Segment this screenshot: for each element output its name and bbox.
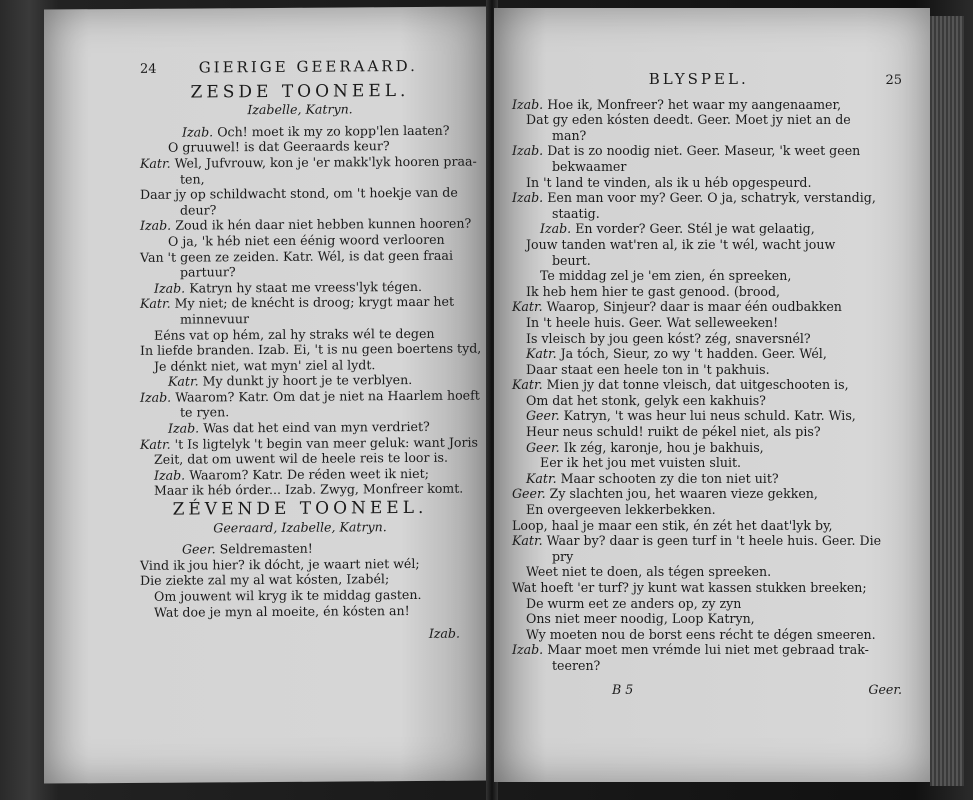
speaker-label: Izab. [154, 280, 190, 296]
verse-line [512, 564, 902, 580]
verse-text: Zeit, dat om uwent wil de heele reis te loor is. [154, 449, 449, 468]
verse-text: Eéns vat op hém, zal hy straks wél te degen [154, 325, 435, 343]
verse-line [512, 253, 902, 269]
verse-text: Daar jy op schildwacht stond, om 't hoekje van de [140, 184, 458, 203]
left-page-content [44, 6, 490, 783]
speaker-label: Katr. [512, 299, 547, 315]
verse-text: Zoud ik hén daar niet hebben kunnen hooren? [175, 215, 472, 233]
left-page [44, 6, 490, 783]
speaker-label: Katr. [526, 346, 561, 362]
verse-text: Ik zég, karonje, hou je bakhuis, [563, 439, 764, 455]
verse-line [512, 393, 902, 409]
verse-line [512, 518, 902, 534]
verse-line [512, 268, 902, 284]
verse-line [512, 455, 902, 471]
verse-text: Ik heb hem hier te gast genood. (brood, [526, 283, 781, 299]
verse-text: Ons niet meer noodig, Loop Katryn, [526, 611, 755, 627]
verse-line [512, 315, 902, 331]
verse-text: Och! moet ik my zo kopp'len laaten? [217, 122, 450, 140]
verse-text: Je dénkt niet, wat myn' ziel al lydt. [154, 356, 376, 374]
verse-line [512, 112, 902, 128]
right-catchword: Geer. [868, 681, 902, 697]
verse-text: Waarop, Sinjeur? daar is maar één oudbakken [546, 299, 842, 315]
verse-line [512, 611, 902, 627]
verse-line [140, 340, 482, 359]
verse-line [140, 555, 460, 573]
verse-text: In 't heele huis. Geer. Wat selleweeken! [526, 314, 779, 330]
verse-line [512, 580, 902, 596]
scene-title: ZESDE TOONEEL. [190, 80, 410, 103]
speaker-label: Katr. [140, 436, 175, 452]
verse-text: Jouw tanden wat'ren al, ik zie 't wél, wacht jouw [526, 236, 836, 252]
speaker-label: Geer. [526, 439, 564, 455]
verse-line [140, 294, 460, 312]
verse-text: My niet; de knécht is droog; krygt maar het [174, 294, 455, 311]
verse-text: Katryn hy staat me vreess'lyk tégen. [189, 278, 422, 296]
verse-line [512, 190, 902, 206]
verse-line [512, 97, 902, 113]
left-running-title: GIERIGE GEERAARD. [198, 56, 418, 77]
verse-text: Maar moet men vrémde lui niet met gebraad trak- [547, 642, 869, 658]
verse-text: beurt. [552, 252, 591, 268]
speaker-label: Izab. [182, 124, 218, 140]
verse-text: Wat hoeft 'er turf? jy kunt wat kassen stukken breeken; [512, 580, 867, 595]
verse-line [512, 424, 902, 440]
signature-mark: B 5 [612, 681, 634, 697]
speaker-label: Katr. [526, 470, 561, 486]
speaker-label: Katr. [512, 533, 547, 549]
verse-text: Om jouwent wil kryg ik te middag gasten. [154, 586, 422, 604]
verse-line [140, 153, 477, 172]
verse-line [512, 377, 902, 393]
left-footer [140, 626, 460, 644]
speaker-label: Izab. [168, 420, 204, 436]
right-page [494, 8, 930, 782]
verse-line [512, 596, 902, 612]
right-footer [512, 682, 902, 698]
speaker-label: Katr. [140, 295, 175, 312]
speaker-label: Izab. [512, 190, 548, 206]
verse-line [512, 658, 902, 674]
verse-text: De wurm eet ze anders op, zy zyn [526, 595, 742, 611]
verse-text: Vind ik jou hier? ik dócht, je waart niet wél; [140, 555, 420, 573]
verse-text: Om dat het stonk, gelyk een kakhuis? [526, 392, 766, 408]
speaker-label: Katr. [168, 373, 203, 389]
verse-text: minnevuur [180, 311, 250, 327]
right-page-number: 25 [885, 73, 902, 88]
verse-line [512, 533, 902, 549]
verse-text: Seldremasten! [219, 540, 313, 557]
verse-line [512, 237, 902, 253]
verse-text: bekwaamer [552, 158, 627, 174]
verse-line [512, 346, 902, 362]
verse-text: Dat is zo noodig niet. Geer. Maseur, 'k weet geen [547, 143, 861, 159]
left-running-head [140, 56, 460, 78]
verse-text: Daar staat een heele ton in 't pakhuis. [526, 361, 770, 377]
verse-line [512, 331, 902, 347]
verse-text: man? [552, 127, 587, 143]
verse-line [512, 175, 902, 191]
verse-text: Waarom? Katr. De réden weet ik niet; [189, 465, 429, 483]
verse-text: Loop, haal je maar een stik, én zét het daat'lyk by, [512, 517, 833, 533]
verse-text: Was dat het eind van myn verdriet? [203, 418, 430, 436]
verse-line [512, 486, 902, 502]
verse-text: partuur? [180, 264, 236, 280]
verse-line [512, 143, 902, 159]
verse-text: Wy moeten nou de borst eens récht te dégen smeeren. [526, 626, 876, 642]
verse-line [512, 128, 902, 144]
verse-line [512, 642, 902, 658]
verse-text: Mien jy dat tonne vleisch, dat uitgeschooten is, [546, 377, 849, 393]
verse-text: Die ziekte zal my al wat kósten, Izabél; [140, 571, 390, 589]
verse-line [140, 387, 480, 406]
verse-line [512, 408, 902, 424]
verse-line [140, 122, 460, 140]
right-verse-block [512, 97, 902, 674]
verse-text: My dunkt jy hoort je te verblyen. [202, 372, 413, 389]
speaker-label: Geer. [526, 408, 564, 424]
left-page-number: 24 [140, 61, 157, 77]
verse-text: Van 't geen ze zeiden. Katr. Wél, is dat geen fraai [140, 247, 453, 265]
verse-line [140, 481, 464, 499]
speaker-label: Izab. [540, 221, 576, 237]
speaker-label: Izab. [512, 96, 548, 112]
verse-text: Te middag zel je 'em zien, én spreeken, [540, 268, 792, 284]
verse-text: Heur neus schuld! ruikt de pékel niet, als pis? [526, 424, 821, 440]
verse-text: Dat gy eden kósten deedt. Geer. Moet jy niet an de [526, 112, 851, 128]
verse-text: Zy slachten jou, het waaren vieze gekken, [549, 486, 818, 502]
verse-line [512, 206, 902, 222]
verse-text: Ja tóch, Sieur, zo wy 't hadden. Geer. Wél, [560, 346, 827, 362]
verse-text: In liefde branden. Izab. Ei, 't is nu geen boertens tyd, [140, 340, 482, 358]
verse-text: Wat doe je myn al moeite, én kósten an! [154, 602, 410, 620]
verse-text: Waarom? Katr. Om dat je niet na Haarlem hoeft [175, 387, 480, 405]
verse-text: pry [552, 548, 574, 564]
verse-line [512, 159, 902, 175]
verse-text: deur? [180, 202, 217, 218]
scene2-title: ZÉVENDE TOONEEL. [172, 497, 428, 520]
speaker-label: Izab. [140, 217, 176, 234]
left-verse-block [140, 122, 482, 499]
verse-text: ten, [180, 170, 205, 187]
verse-line [512, 299, 902, 315]
speaker-label: Geer. [512, 486, 550, 502]
scene-cast: Izabelle, Katryn. [247, 101, 353, 118]
book-edge [930, 16, 964, 786]
verse-text: teeren? [552, 657, 601, 673]
verse-text: En overgeeven lekkerbekken. [526, 502, 716, 518]
scene2-cast: Geeraard, Izabelle, Katryn. [213, 518, 387, 536]
right-running-title: BLYSPEL. [648, 70, 749, 88]
verse-text: O gruuwel! is dat Geeraards keur? [168, 138, 390, 156]
verse-line [512, 284, 902, 300]
verse-text: 't Is ligtelyk 't begin van meer geluk: want Joris [174, 434, 478, 452]
verse-text: Is vleisch by jou geen kóst? zég, snaversnél? [526, 330, 811, 346]
verse-text: Weet niet te doen, als tégen spreeken. [526, 564, 772, 580]
verse-line [140, 185, 460, 203]
speaker-label: Izab. [512, 143, 548, 159]
left-catchword: Izab. [428, 625, 460, 642]
verse-text: Eer ik het jou met vuisten sluit. [540, 455, 742, 471]
verse-line [512, 221, 902, 237]
speaker-label: Izab. [154, 467, 190, 483]
verse-text: Maar schooten zy die ton niet uit? [560, 470, 779, 486]
verse-text: Wel, Jufvrouw, kon je 'er makk'lyk hooren praa- [174, 153, 477, 171]
right-page-content [494, 8, 930, 782]
verse-line [512, 471, 902, 487]
verse-text: staatig. [552, 205, 600, 221]
verse-text: O ja, 'k héb niet een éénig woord verlooren [168, 231, 445, 249]
verse-line [512, 549, 902, 565]
verse-text: Maar ik héb órder... Izab. Zwyg, Monfreer komt. [154, 481, 464, 499]
speaker-label: Izab. [140, 389, 176, 405]
verse-line [512, 627, 902, 643]
verse-text: Waar by? daar is geen turf in 't heele huis. Geer. Die [546, 533, 882, 549]
verse-text: En vorder? Geer. Stél je wat gelaatig, [575, 221, 815, 237]
left-verse-block-2 [140, 540, 460, 620]
verse-line [140, 602, 460, 620]
verse-text: In 't land te vinden, als ik u héb opgespeurd. [526, 174, 812, 190]
verse-text: Een man voor my? Geer. O ja, schatryk, verstandig, [547, 190, 876, 206]
speaker-label: Izab. [512, 642, 548, 658]
verse-text: te ryen. [180, 404, 230, 421]
right-running-head [512, 72, 902, 89]
verse-line [512, 502, 902, 518]
verse-text: Hoe ik, Monfreer? het waar my aangenaamer, [547, 96, 842, 112]
speaker-label: Geer. [182, 541, 220, 557]
verse-line [140, 587, 460, 605]
speaker-label: Katr. [140, 155, 175, 171]
verse-line [512, 362, 902, 378]
verse-text: Katryn, 't was heur lui neus schuld. Katr. Wis, [563, 408, 856, 424]
verse-line [512, 440, 902, 456]
speaker-label: Katr. [512, 377, 547, 393]
verse-line [140, 247, 460, 265]
